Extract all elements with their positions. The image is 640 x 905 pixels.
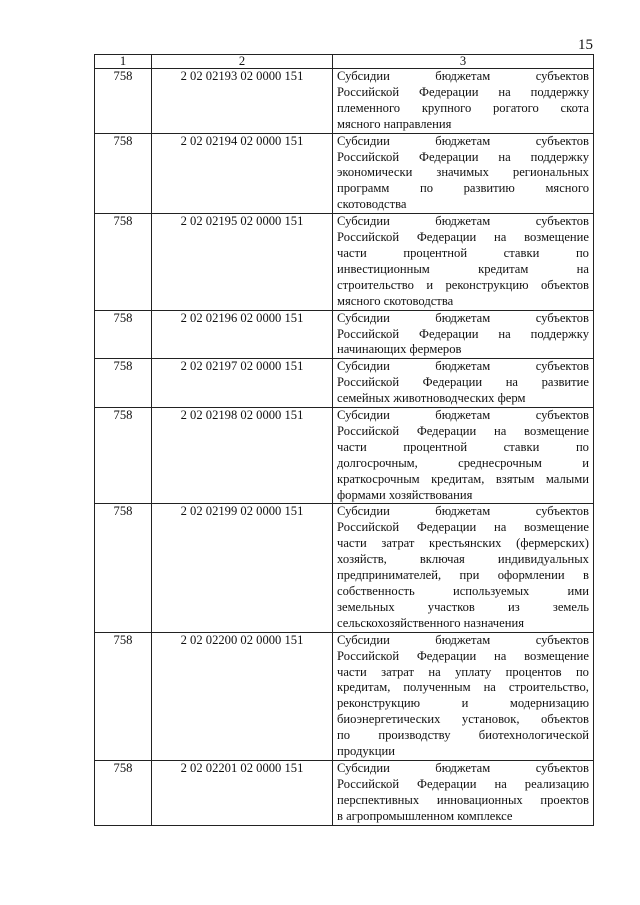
description-line: [337, 197, 589, 213]
description-word: части: [337, 536, 367, 551]
description-word: предпринимателей,: [337, 568, 442, 583]
classification-code-cell: 2 02 02197 02 0000 151: [152, 359, 333, 408]
description-word: бюджетам: [435, 310, 491, 325]
description-word: сельскохозяйственного назначения: [337, 615, 524, 630]
description-line: [337, 359, 589, 375]
description-word: Российской: [337, 648, 400, 663]
classification-code-cell: 2 02 02194 02 0000 151: [152, 133, 333, 214]
description-line: [337, 777, 589, 793]
classification-code-cell: 2 02 02200 02 0000 151: [152, 632, 333, 760]
description-word: Субсидии: [337, 504, 390, 519]
description-word: биоэнергетических: [337, 712, 441, 727]
description-word: развитие: [541, 375, 589, 390]
description-word: биотехнологической: [478, 728, 589, 743]
description-word: Российской: [337, 776, 400, 791]
description-line: [337, 262, 589, 278]
description-word: на: [494, 230, 507, 245]
description-word: возмещение: [524, 230, 589, 245]
description-word: Российской: [337, 423, 400, 438]
description-word: процентной: [403, 245, 468, 260]
description-word: субъектов: [535, 69, 589, 83]
description-line: [337, 101, 589, 117]
admin-code-cell: 758: [95, 504, 152, 632]
description-word: и: [461, 696, 469, 711]
description-word: Федерации: [416, 648, 477, 663]
description-word: Субсидии: [337, 408, 390, 423]
description-word: перспективных: [337, 792, 420, 807]
description-line: [337, 327, 589, 343]
description-line: [337, 680, 589, 696]
description-word: используемых: [452, 584, 530, 598]
description-word: объектов: [540, 277, 589, 292]
description-cell: [333, 504, 594, 632]
description-word: Субсидии: [337, 359, 390, 374]
description-word: крестьянских: [429, 536, 502, 551]
description-word: ими: [567, 584, 589, 598]
description-word: кредитам: [478, 261, 529, 276]
description-word: на: [494, 648, 507, 663]
description-word: Федерации: [422, 375, 483, 390]
description-word: Федерации: [416, 230, 477, 245]
description-word: Субсидии: [337, 69, 390, 83]
description-line: [337, 761, 589, 777]
description-word: на: [505, 375, 519, 390]
description-line: [337, 520, 589, 536]
description-word: Российской: [337, 326, 400, 341]
description-word: уплату: [455, 664, 492, 679]
description-word: реконструкцию: [337, 696, 421, 711]
admin-code-cell: 758: [95, 214, 152, 310]
header-col-1: 1: [95, 55, 152, 69]
table-header-row: [95, 55, 594, 69]
description-word: субъектов: [535, 760, 589, 775]
description-word: модернизацию: [509, 696, 589, 711]
description-word: Федерации: [417, 776, 477, 791]
table-row: [95, 359, 594, 408]
description-line: [337, 69, 589, 85]
table-row: [95, 310, 594, 359]
description-line: [337, 488, 589, 504]
description-line: [337, 230, 589, 246]
description-line: [337, 600, 589, 616]
description-word: поддержку: [530, 84, 589, 99]
description-word: малыми: [545, 471, 589, 486]
description-cell: [333, 310, 594, 359]
description-word: скота: [560, 100, 589, 115]
description-word: на: [483, 680, 496, 695]
description-word: продукции: [337, 744, 396, 759]
description-word: Федерации: [419, 149, 479, 164]
description-word: Федерации: [416, 520, 477, 535]
description-line: [337, 294, 589, 310]
description-word: хозяйств,: [337, 552, 387, 567]
description-word: Российской: [337, 149, 400, 164]
description-word: (фермерских): [516, 536, 589, 551]
description-word: бюджетам: [435, 408, 491, 423]
description-line: [337, 165, 589, 181]
description-word: Российской: [337, 84, 400, 99]
description-word: по: [337, 728, 351, 743]
description-word: взятым: [495, 471, 535, 486]
description-word: мясного скотоводства: [337, 293, 454, 308]
description-word: Федерации: [419, 84, 479, 99]
description-word: субъектов: [535, 133, 589, 148]
description-word: и: [582, 455, 589, 470]
description-word: субъектов: [535, 632, 589, 647]
description-word: процентной: [403, 439, 468, 454]
description-line: [337, 696, 589, 712]
description-word: Субсидии: [337, 760, 390, 775]
description-line: [337, 150, 589, 166]
description-word: мясного направления: [337, 116, 452, 131]
description-word: Субсидии: [337, 133, 390, 148]
description-line: [337, 408, 589, 424]
description-word: собственность: [337, 584, 415, 598]
table-row: [95, 408, 594, 504]
description-word: по: [419, 181, 433, 196]
description-word: из: [507, 599, 520, 614]
description-word: рогатого: [493, 100, 539, 115]
description-word: бюджетам: [435, 760, 491, 775]
description-word: субъектов: [535, 408, 589, 423]
description-word: на: [498, 149, 511, 164]
description-word: ставки: [503, 439, 540, 454]
description-line: [337, 440, 589, 456]
description-line: [337, 85, 589, 101]
admin-code-cell: 758: [95, 760, 152, 825]
description-word: строительство: [337, 277, 414, 292]
description-word: части: [337, 245, 367, 260]
description-word: участков: [427, 599, 475, 614]
page-number: 15: [578, 37, 593, 53]
table-row: [95, 214, 594, 310]
description-word: включая: [419, 552, 465, 567]
description-word: возмещение: [524, 423, 589, 438]
table-row: [95, 632, 594, 760]
description-line: [337, 649, 589, 665]
header-col-3: 3: [333, 55, 594, 69]
description-word: бюджетам: [435, 214, 491, 229]
description-cell: [333, 214, 594, 310]
description-word: бюджетам: [435, 69, 491, 83]
description-line: [337, 214, 589, 230]
description-line: [337, 728, 589, 744]
description-word: субъектов: [535, 504, 589, 519]
description-word: краткосрочным: [337, 471, 420, 486]
description-word: затрат: [381, 536, 415, 551]
description-word: части: [337, 439, 367, 454]
description-word: инвестиционным: [337, 261, 430, 276]
description-line: [337, 793, 589, 809]
description-line: [337, 311, 589, 327]
description-line: [337, 552, 589, 568]
description-word: на: [494, 520, 507, 535]
description-word: Субсидии: [337, 632, 390, 647]
description-word: на: [494, 423, 507, 438]
description-word: инновационных: [436, 792, 523, 807]
description-word: субъектов: [535, 359, 589, 374]
description-line: [337, 616, 589, 632]
description-word: на: [576, 261, 589, 276]
classification-code-cell: 2 02 02198 02 0000 151: [152, 408, 333, 504]
description-line: [337, 472, 589, 488]
classification-code-cell: 2 02 02201 02 0000 151: [152, 760, 333, 825]
description-word: бюджетам: [435, 133, 491, 148]
description-word: крупного: [421, 100, 472, 115]
description-line: [337, 181, 589, 197]
description-word: бюджетам: [435, 504, 491, 519]
description-word: полученным: [403, 680, 471, 695]
description-word: поддержку: [530, 149, 589, 164]
description-word: земельных: [337, 599, 395, 614]
description-cell: [333, 632, 594, 760]
description-word: начинающих фермеров: [337, 342, 462, 357]
description-word: Субсидии: [337, 214, 390, 229]
description-word: возмещение: [524, 648, 589, 663]
description-word: возмещение: [524, 520, 589, 535]
table-body: [95, 69, 594, 826]
description-word: скотоводства: [337, 197, 407, 212]
description-word: оформлении: [497, 568, 565, 583]
description-word: семейных животноводческих ферм: [337, 391, 526, 406]
header-col-2: 2: [152, 55, 333, 69]
description-line: [337, 665, 589, 681]
description-line: [337, 246, 589, 262]
description-word: Российской: [337, 230, 400, 245]
description-word: среднесрочным: [458, 455, 542, 470]
description-line: [337, 809, 589, 825]
classification-code-cell: 2 02 02199 02 0000 151: [152, 504, 333, 632]
description-word: экономически: [337, 165, 413, 180]
table-row: [95, 133, 594, 214]
admin-code-cell: 758: [95, 359, 152, 408]
description-word: кредитам,: [431, 471, 485, 486]
classification-code-cell: 2 02 02193 02 0000 151: [152, 69, 333, 134]
admin-code-cell: 758: [95, 69, 152, 134]
description-word: реконструкцию: [445, 277, 529, 292]
description-line: [337, 633, 589, 649]
description-word: субъектов: [535, 214, 589, 229]
admin-code-cell: 758: [95, 632, 152, 760]
admin-code-cell: 758: [95, 133, 152, 214]
description-word: установок,: [461, 712, 520, 727]
description-line: [337, 424, 589, 440]
description-word: Российской: [337, 520, 400, 535]
description-line: [337, 342, 589, 358]
description-line: [337, 584, 589, 600]
admin-code-cell: 758: [95, 310, 152, 359]
description-word: производству: [378, 728, 451, 743]
classification-code-cell: 2 02 02195 02 0000 151: [152, 214, 333, 310]
description-cell: [333, 408, 594, 504]
description-word: строительство,: [508, 680, 589, 695]
description-word: кредитам,: [337, 680, 391, 695]
description-word: Субсидии: [337, 310, 390, 325]
description-word: и: [426, 277, 434, 292]
description-word: на: [428, 664, 441, 679]
description-word: при: [459, 568, 480, 583]
description-word: поддержку: [530, 326, 589, 341]
description-cell: [333, 69, 594, 134]
description-word: развитию: [463, 181, 515, 196]
description-word: на: [494, 776, 507, 791]
description-cell: [333, 133, 594, 214]
description-word: по: [575, 245, 589, 260]
description-word: племенного: [337, 100, 401, 115]
description-word: на: [498, 326, 511, 341]
description-word: процентов: [505, 664, 562, 679]
description-line: [337, 117, 589, 133]
description-word: региональных: [512, 165, 589, 180]
description-line: [337, 536, 589, 552]
description-word: объектов: [540, 712, 589, 727]
description-word: формами хозяйствования: [337, 487, 473, 502]
description-line: [337, 568, 589, 584]
description-line: [337, 712, 589, 728]
description-word: в: [583, 568, 589, 583]
description-word: по: [575, 664, 589, 679]
budget-classification-table: [94, 54, 594, 826]
description-word: значимых: [436, 165, 489, 180]
description-word: бюджетам: [435, 632, 491, 647]
description-word: ставки: [503, 245, 540, 260]
description-word: Федерации: [419, 326, 479, 341]
description-word: затрат: [381, 664, 415, 679]
description-word: реализацию: [524, 776, 589, 791]
description-line: [337, 744, 589, 760]
description-cell: [333, 359, 594, 408]
description-word: на: [498, 84, 511, 99]
description-word: мясного: [545, 181, 589, 196]
description-word: субъектов: [535, 310, 589, 325]
description-word: в агропромышленном комплексе: [337, 808, 513, 823]
table-row: [95, 69, 594, 134]
description-word: программ: [337, 181, 390, 196]
description-word: проектов: [540, 792, 589, 807]
table-row: [95, 760, 594, 825]
description-word: долгосрочным,: [337, 455, 418, 470]
description-word: Федерации: [416, 423, 477, 438]
description-word: индивидуальных: [497, 552, 589, 567]
description-line: [337, 134, 589, 150]
description-word: бюджетам: [435, 359, 491, 374]
description-line: [337, 456, 589, 472]
description-word: части: [337, 664, 367, 679]
table-row: [95, 504, 594, 632]
description-word: по: [575, 439, 589, 454]
description-word: Российской: [337, 375, 400, 390]
classification-code-cell: 2 02 02196 02 0000 151: [152, 310, 333, 359]
admin-code-cell: 758: [95, 408, 152, 504]
description-line: [337, 391, 589, 407]
description-line: [337, 504, 589, 520]
description-line: [337, 375, 589, 391]
description-line: [337, 278, 589, 294]
description-cell: [333, 760, 594, 825]
description-word: земель: [552, 599, 589, 614]
